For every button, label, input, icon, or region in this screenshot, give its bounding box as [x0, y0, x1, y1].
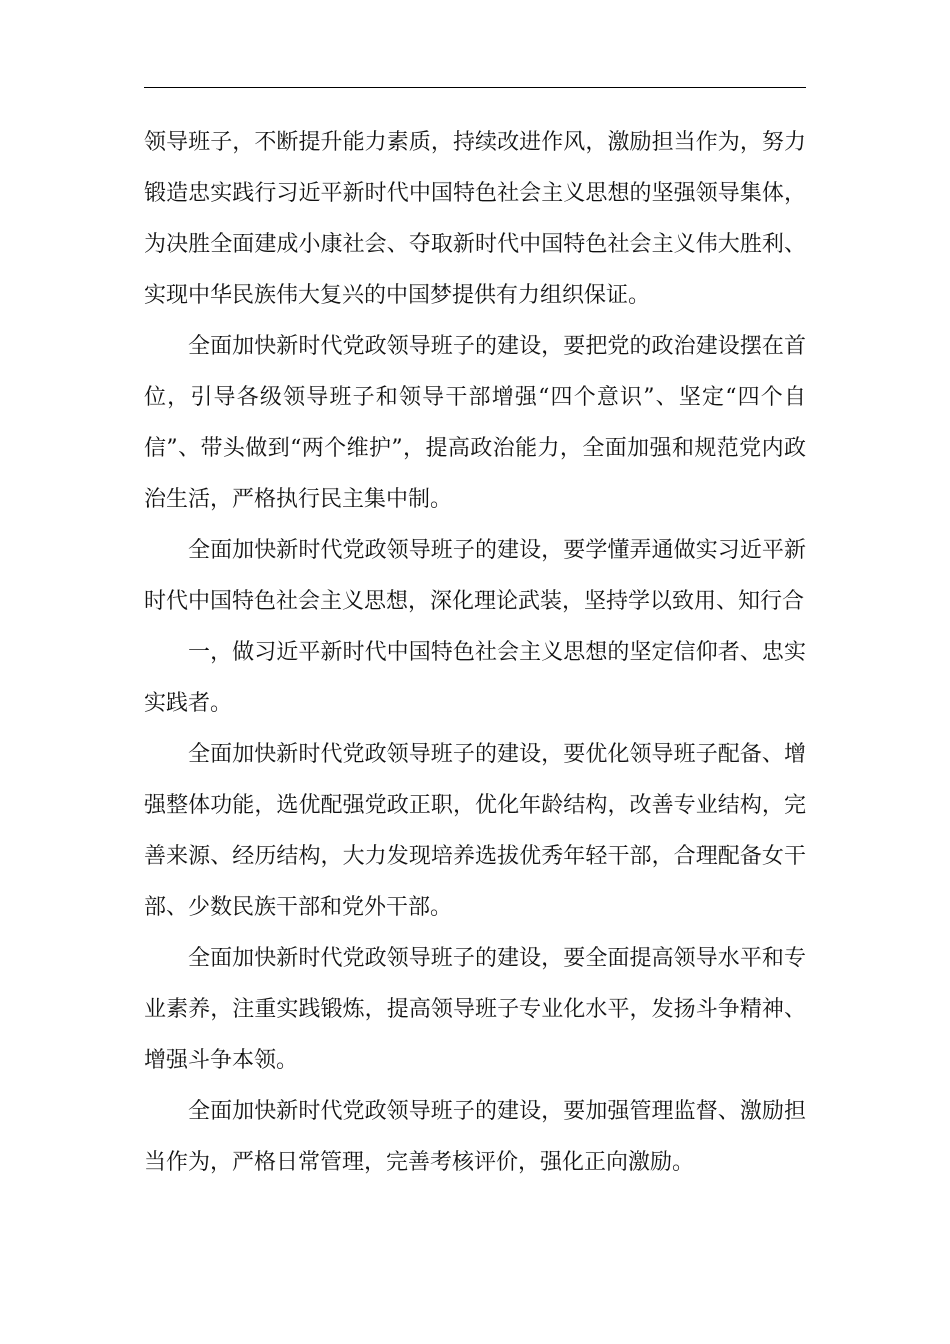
paragraph-team-structure: 全面加快新时代党政领导班子的建设，要优化领导班子配备、增强整体功能，选优配强党政正职，优化年龄结构，改善专业结构，完善来源、经历结构，大力发现培养选拔优秀年轻干部，合理配备女干部、少数民族干部和党外干部。 — [144, 742, 806, 920]
paragraph-continuation: 领导班子，不断提升能力素质，持续改进作风，激励担当作为，努力锻造忠实践行习近平新时代中国特色社会主义思想的坚强领导集体，为决胜全面建成小康社会、夺取新时代中国特色社会主义伟大胜利、实现中华民族伟大复兴的中国梦提供有力组织保证。 — [144, 130, 806, 308]
paragraph-management-supervision: 全面加快新时代党政领导班子的建设，要加强管理监督、激励担当作为，严格日常管理，完善考核评价，强化正向激励。 — [144, 1099, 806, 1175]
paragraph-faithful-practitioner: 一，做习近平新时代中国特色社会主义思想的坚定信仰者、忠实实践者。 — [144, 640, 806, 716]
paragraph-theory-study: 全面加快新时代党政领导班子的建设，要学懂弄通做实习近平新时代中国特色社会主义思想，深化理论武装，坚持学以致用、知行合 — [144, 538, 806, 614]
document-body — [144, 117, 806, 1188]
header-rule — [144, 87, 806, 88]
paragraph-political-building: 全面加快新时代党政领导班子的建设，要把党的政治建设摆在首位，引导各级领导班子和领导干部增强“四个意识”、坚定“四个自信”、带头做到“两个维护”，提高政治能力，全面加强和规范党内政治生活，严格执行民主集中制。 — [144, 334, 806, 512]
paragraph-leadership-level: 全面加快新时代党政领导班子的建设，要全面提高领导水平和专业素养，注重实践锻炼，提高领导班子专业化水平，发扬斗争精神、增强斗争本领。 — [144, 946, 806, 1073]
